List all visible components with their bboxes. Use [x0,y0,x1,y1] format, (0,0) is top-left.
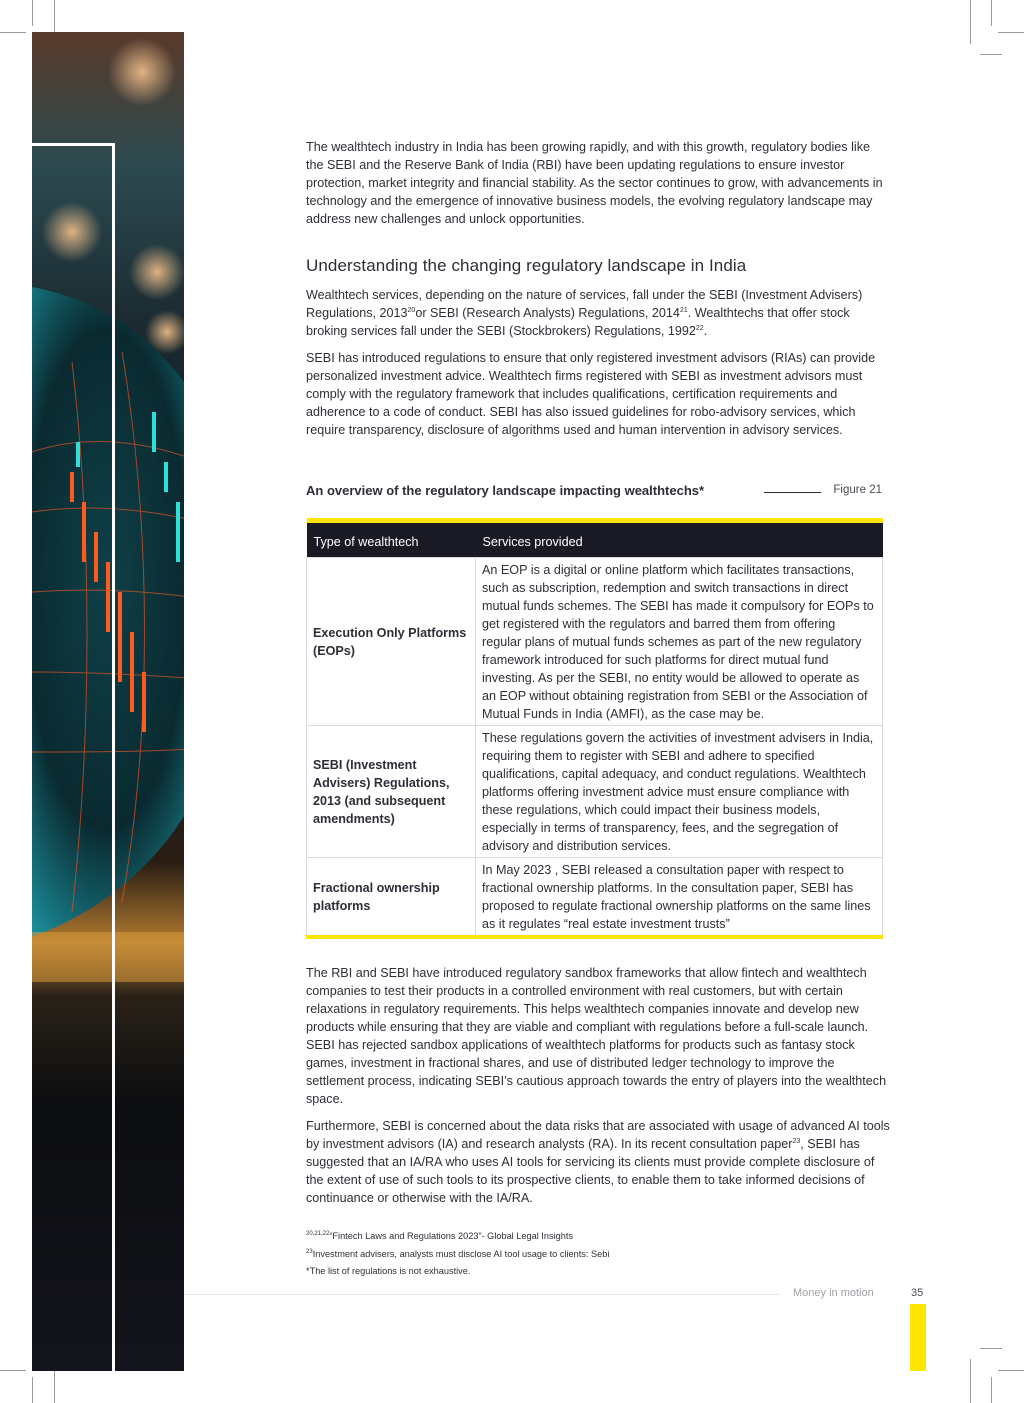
table-header-services: Services provided [476,521,883,558]
regulations-paragraph: Wealthtech services, depending on the nature of services, fall under the SEBI (Investment Advisers) Regulations, 2013$^{20}$or SEBI (Research Analysts) Regulations, 2014$^{21}$. Wealthtechs that offer stock broking services fall under the SEBI (Stockbrokers) Regulations, 1992$^{22}$. [306,288,863,338]
footnotes [306,1227,609,1280]
table-cell-services: An EOP is a digital or online platform which facilitates transactions, such as subscription, redemption and switch transactions in direct mutual funds schemes. The SEBI has made it compulsory for EOPs to get registered with the regulators and barred them from offering regular plans of mutual funds schemes as part of the new regulatory framework introduced for such platforms for direct mutual fund investing. As per the SEBI, no entity would be allowed to operate as an EOP without obtaining registration from SEBI or the Association of Mutual Funds in India (AMFI), as the case may be. [476,558,883,726]
figure-title [306,483,882,503]
footnote: $^{20,21,22}$“Fintech Laws and Regulations 2023”- Global Legal Insights [306,1231,573,1242]
frame-line [112,143,115,1371]
ai-risk-paragraph: Furthermore, SEBI is concerned about the data risks that are associated with usage of advanced AI tools by investment advisors (IA) and research analysts (RA). In its recent consultation paper$^{23}$, SEBI has suggested that an IA/RA who uses AI tools for servicing its clients must provide complete disclosure of the extent of use of such tools to its prospective clients, to enable them to take informed decisions of continuance or otherwise with the IA/RA. [306,1119,890,1205]
footnote: *The list of regulations is not exhaustive. [306,1266,471,1277]
sandbox-paragraph: The RBI and SEBI have introduced regulatory sandbox frameworks that allow fintech and wealthtech companies to test their products in a controlled environment with real customers, but with certain relaxations in regulatory requirements. This helps wealthtech companies innovate and develop new products while ensuring that they are viable and compliant with regulations before a full-scale launch. SEBI has rejected sandbox applications of wealthtech platforms for products such as fantasy stock games, investment in fractional shares, and use of distributed ledger technology to improve the settlement process, indicating SEBI’s cautious approach towards the entry of players into the wealthtech space. [306,966,887,1106]
figure-number: Figure 21 [833,484,882,496]
crop-mark [998,1370,1024,1371]
frame-line [32,143,114,146]
intro-paragraph: The wealthtech industry in India has been growing rapidly, and with this growth, regulatory bodies like the SEBI and the Reserve Bank of India (RBI) have been updating regulations to ensure investor protection, market integrity and financial stability. As the sector continues to grow, with advancements in technology and the emergence of innovative business models, the evolving regulatory landscape may address new challenges and unlock opportunities. [306,140,883,226]
sandbox-section [306,964,892,1216]
crop-mark [980,1348,1002,1349]
table-header-type: Type of wealthtech [307,521,476,558]
footer-divider [184,1294,780,1295]
table-cell-services: These regulations govern the activities of investment advisers in India, requiring them to register with SEBI and adhere to specified qualifications, capital adequacy, and conduct regulations. Wealthtech platforms offering investment advice must ensure compliance with these regulations, which could impact their business models, especially in terms of transparency, fees, and the segregation of advisory and distribution services. [476,726,883,858]
figure-title-rule [764,492,821,493]
crop-mark [0,1370,26,1371]
crop-mark [32,0,33,26]
decorative-globe-image [32,32,184,1371]
globe-illustration [32,32,184,1371]
intro-section [306,138,888,237]
table-header-row [307,521,883,558]
crop-mark [998,32,1024,33]
crop-mark [980,54,1002,55]
table-row [307,858,883,938]
footer-publication: Money in motion [793,1287,874,1299]
accent-bar [910,1304,926,1371]
crop-mark [991,0,992,26]
figure-title-text: An overview of the regulatory landscape impacting wealthtechs* [306,483,705,498]
table-cell-services: In May 2023 , SEBI released a consultation paper with respect to fractional ownership platforms. In the consultation paper, SEBI has proposed to regulate fractional ownership platforms on the same lines as it regulates “real estate investment trusts” [476,858,883,938]
crop-mark [991,1377,992,1403]
regulatory-landscape-table [306,518,883,939]
regulations-section [306,286,888,448]
page-number: 35 [911,1287,924,1299]
crop-mark [970,0,971,44]
table-cell-type: SEBI (Investment Advisers) Regulations, 2013 (and subsequent amendments) [307,726,476,858]
table-row [307,726,883,858]
table-cell-type: Execution Only Platforms (EOPs) [307,558,476,726]
section-heading: Understanding the changing regulatory landscape in India [306,256,747,275]
crop-mark [970,1359,971,1403]
table-row [307,558,883,726]
crop-mark [0,32,26,33]
crop-mark [32,1377,33,1403]
ria-paragraph: SEBI has introduced regulations to ensure that only registered investment advisors (RIAs) can provide personalized investment advice. Wealthtech firms registered with SEBI as investment advisors must comply with the regulatory framework that includes qualifications, certification requirements and adherence to a code of conduct. SEBI has also issued guidelines for robo-advisory services, which require transparency, disclosure of algorithms used and human intervention in advisory services. [306,351,876,437]
footnote: $^{23}$Investment advisers, analysts must disclose AI tool usage to clients: Sebi [306,1248,610,1259]
table-cell-type: Fractional ownership platforms [307,858,476,938]
